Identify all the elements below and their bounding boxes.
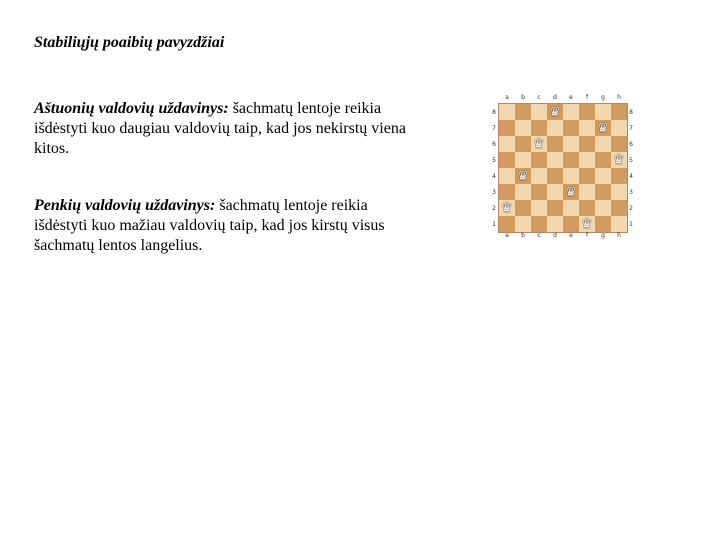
board-square [531, 184, 547, 200]
chess-queen-icon: ♛ [613, 152, 625, 168]
board-square [531, 104, 547, 120]
board-square [499, 168, 515, 184]
board-square [515, 152, 531, 168]
board-square [531, 216, 547, 232]
board-square [547, 120, 563, 136]
board-square [579, 104, 595, 120]
rank-labels-left: 8 7 6 5 4 3 2 1 [492, 108, 496, 228]
board-square [611, 152, 627, 168]
board-square [547, 216, 563, 232]
chess-queen-icon: ♛ [517, 168, 529, 184]
board-square [531, 120, 547, 136]
board-square [611, 200, 627, 216]
board-square [611, 136, 627, 152]
board-square [611, 184, 627, 200]
board-square [579, 136, 595, 152]
board-square [547, 184, 563, 200]
board-square [499, 136, 515, 152]
board-square [579, 168, 595, 184]
board-square [515, 104, 531, 120]
board-square [563, 104, 579, 120]
board-square [531, 168, 547, 184]
eight-queens-term: Aštuonių valdovių uždavinys: [34, 100, 229, 117]
board-square [563, 136, 579, 152]
board-square [499, 184, 515, 200]
board-square [499, 104, 515, 120]
board-square [547, 136, 563, 152]
file-labels-bottom: a b c d e f g h [505, 232, 621, 239]
five-queens-term: Penkių valdovių uždavinys: [34, 197, 216, 214]
board-square [595, 104, 611, 120]
chess-queen-icon: ♛ [533, 136, 545, 152]
board-square [611, 168, 627, 184]
board-square [579, 120, 595, 136]
board-square [595, 136, 611, 152]
board-square [515, 168, 531, 184]
board-square [563, 200, 579, 216]
board-square [531, 136, 547, 152]
board-square [531, 200, 547, 216]
chessboard-figure [486, 92, 636, 242]
paragraph-five-queens [34, 196, 409, 256]
board-square [611, 120, 627, 136]
board-square [515, 200, 531, 216]
board-square [547, 200, 563, 216]
chessboard [498, 103, 628, 233]
board-square [595, 184, 611, 200]
page-title: Stabiliųjų poaibių pavyzdžiai [34, 34, 225, 51]
paragraph-eight-queens [34, 99, 409, 159]
board-square [563, 184, 579, 200]
board-square [547, 152, 563, 168]
chess-queen-icon: ♛ [597, 120, 609, 136]
board-square [595, 200, 611, 216]
board-square [547, 104, 563, 120]
board-square [563, 152, 579, 168]
board-square [579, 216, 595, 232]
board-square [595, 216, 611, 232]
board-square [579, 184, 595, 200]
board-square [563, 120, 579, 136]
board-square [515, 184, 531, 200]
board-square [563, 216, 579, 232]
board-square [499, 216, 515, 232]
board-square [531, 152, 547, 168]
chess-queen-icon: ♛ [549, 104, 561, 120]
board-square [563, 168, 579, 184]
board-square [499, 200, 515, 216]
board-square [595, 168, 611, 184]
file-labels-top: a b c d e f g h [505, 94, 621, 101]
five-queens-text: šachmatų lentoje reikia išdėstyti kuo mažiau valdovių taip, kad jos kirstų visus šachmatų lentos langelius. [34, 197, 385, 254]
board-square [547, 168, 563, 184]
chess-queen-icon: ♛ [581, 216, 593, 232]
chess-queen-icon: ♛ [501, 200, 513, 216]
rank-labels-right: 8 7 6 5 4 3 2 1 [629, 108, 633, 228]
board-square [499, 120, 515, 136]
board-square [515, 136, 531, 152]
board-square [611, 104, 627, 120]
board-square [611, 216, 627, 232]
board-square [579, 152, 595, 168]
board-square [579, 200, 595, 216]
board-square [499, 152, 515, 168]
chess-queen-icon: ♛ [565, 184, 577, 200]
board-square [595, 152, 611, 168]
board-square [515, 120, 531, 136]
board-square [595, 120, 611, 136]
eight-queens-text: šachmatų lentoje reikia išdėstyti kuo daugiau valdovių taip, kad jos nekirstų viena kitos. [34, 100, 406, 157]
board-square [515, 216, 531, 232]
